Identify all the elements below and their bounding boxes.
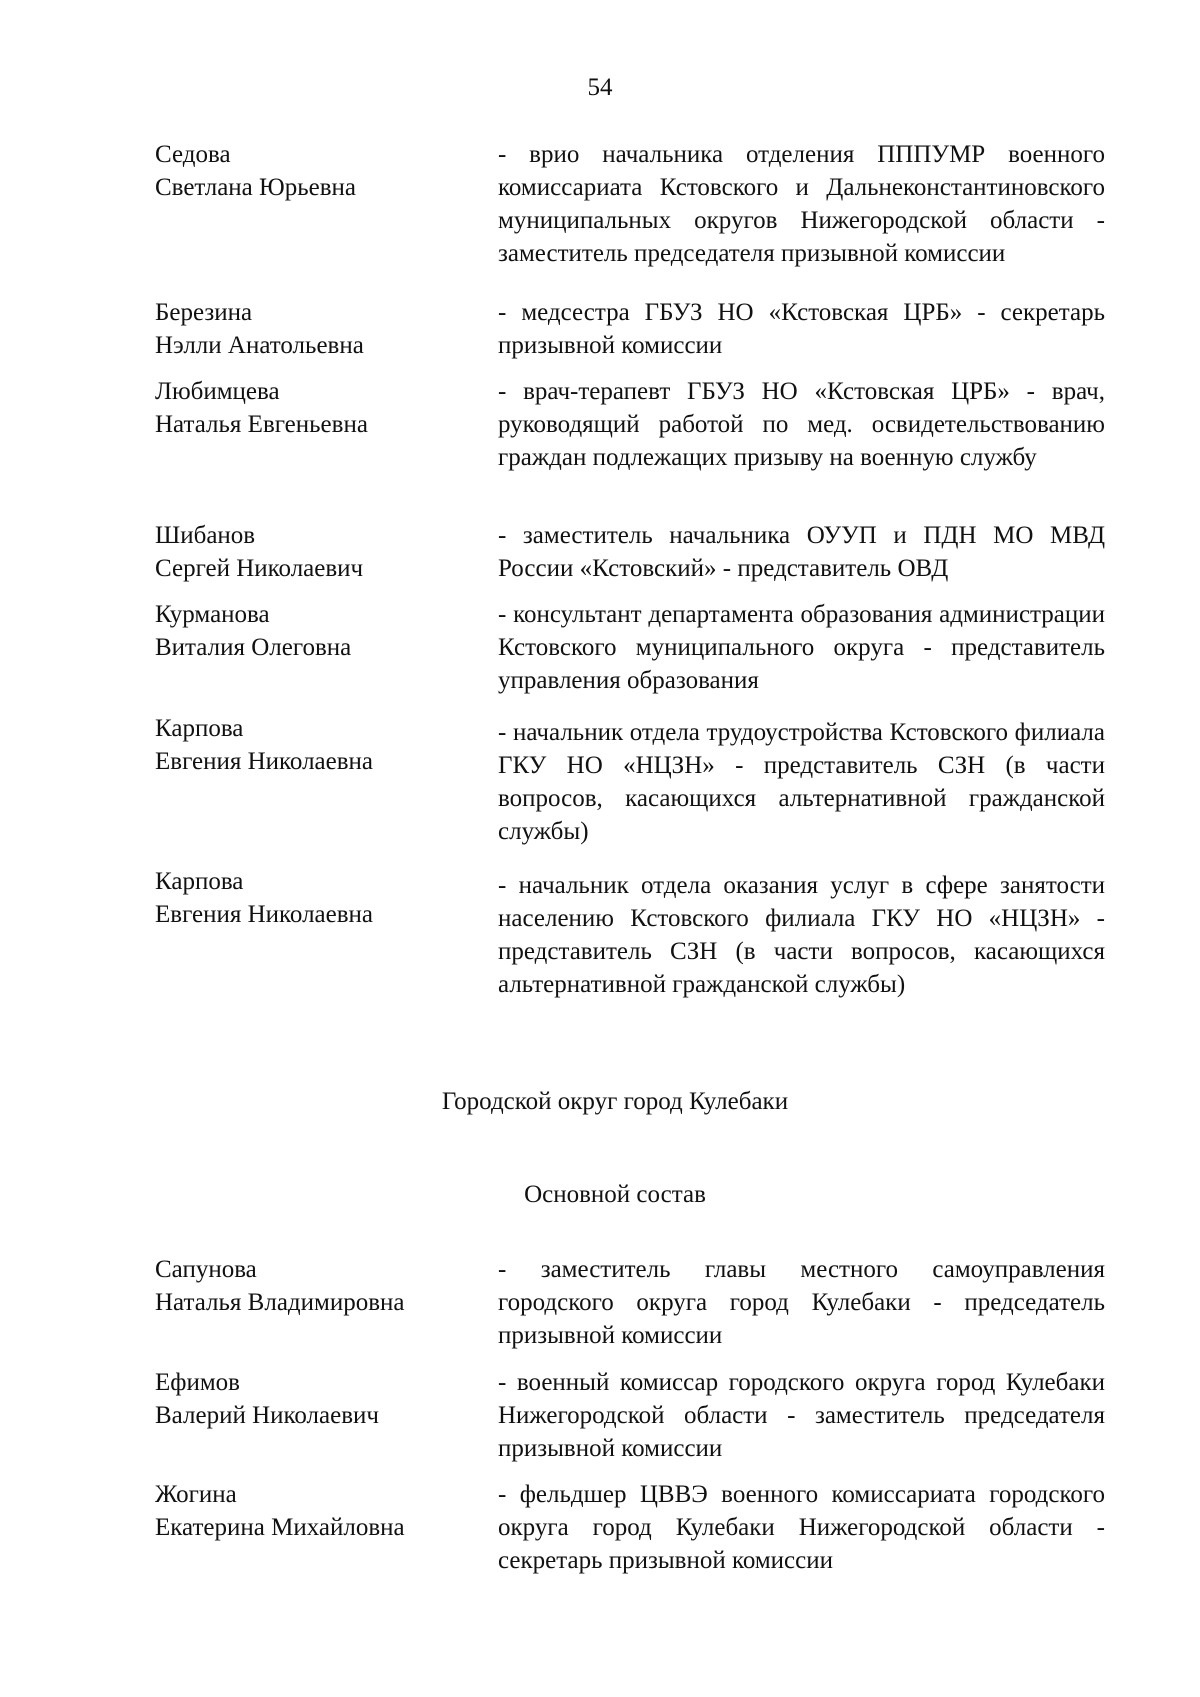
composition-subtitle: Основной состав xyxy=(524,1181,706,1208)
member-name xyxy=(155,375,475,441)
member-given-name: Светлана Юрьевна xyxy=(155,174,357,201)
page-number: 54 xyxy=(587,74,613,101)
member-surname: Березина xyxy=(155,299,253,326)
member-role: - заместитель главы местного самоуправления городского округа город Кулебаки - председатель призывной комиссии xyxy=(498,1256,1105,1349)
member-surname: Сапунова xyxy=(155,1256,257,1283)
member-name xyxy=(155,598,475,664)
member-role: - военный комиссар городского округа город Кулебаки Нижегородской области - заместитель председателя призывной комиссии xyxy=(498,1369,1105,1462)
member-surname: Седова xyxy=(155,141,231,168)
district-title: Городской округ город Кулебаки xyxy=(441,1088,789,1115)
member-role: - начальник отдела оказания услуг в сфере занятости населению Кстовского филиала ГКУ НО «НЦЗН» - представитель СЗН (в части вопросов, касающихся альтернативной гражданской службы) xyxy=(498,872,1105,998)
member-role: - консультант департамента образования администрации Кстовского муниципального округа - представитель управления образования xyxy=(498,601,1105,694)
member-given-name: Валерий Николаевич xyxy=(155,1402,379,1429)
member-given-name: Екатерина Михайловна xyxy=(155,1514,405,1541)
member-surname: Ефимов xyxy=(155,1369,240,1396)
member-name xyxy=(155,1366,475,1432)
member-name xyxy=(155,296,475,362)
member-surname: Жогина xyxy=(155,1481,237,1508)
member-surname: Шибанов xyxy=(155,522,256,549)
member-surname: Карпова xyxy=(155,868,244,895)
member-given-name: Наталья Евгеньевна xyxy=(155,411,368,438)
member-given-name: Сергей Николаевич xyxy=(155,555,364,582)
member-name xyxy=(155,1478,475,1544)
member-role: - врач-терапевт ГБУЗ НО «Кстовская ЦРБ» - врач, руководящий работой по мед. освидетельствованию граждан подлежащих призыву на военную службу xyxy=(498,378,1105,471)
member-name xyxy=(155,519,475,585)
member-role: - фельдшер ЦВВЭ военного комиссариата городского округа город Кулебаки Нижегородской области - секретарь призывной комиссии xyxy=(498,1481,1105,1574)
member-given-name: Нэлли Анатольевна xyxy=(155,332,364,359)
member-name xyxy=(155,1253,475,1319)
member-name xyxy=(155,865,475,931)
member-role: - врио начальника отделения ПППУМР военного комиссариата Кстовского и Дальнеконстантиновского муниципальных округов Нижегородской области - заместитель председателя призывной комиссии xyxy=(498,141,1105,267)
member-name xyxy=(155,712,475,778)
member-given-name: Евгения Николаевна xyxy=(155,748,374,775)
member-given-name: Виталия Олеговна xyxy=(155,634,352,661)
member-surname: Курманова xyxy=(155,601,270,628)
member-surname: Карпова xyxy=(155,715,244,742)
member-given-name: Евгения Николаевна xyxy=(155,901,374,928)
member-name xyxy=(155,138,475,204)
member-role: - медсестра ГБУЗ НО «Кстовская ЦРБ» - секретарь призывной комиссии xyxy=(498,299,1105,359)
member-surname: Любимцева xyxy=(155,378,280,405)
member-role: - заместитель начальника ОУУП и ПДН МО МВД России «Кстовский» - представитель ОВД xyxy=(498,522,1105,582)
member-role: - начальник отдела трудоустройства Кстовского филиала ГКУ НО «НЦЗН» - представитель СЗН (в части вопросов, касающихся альтернативной гражданской службы) xyxy=(498,719,1105,845)
member-given-name: Наталья Владимировна xyxy=(155,1289,405,1316)
